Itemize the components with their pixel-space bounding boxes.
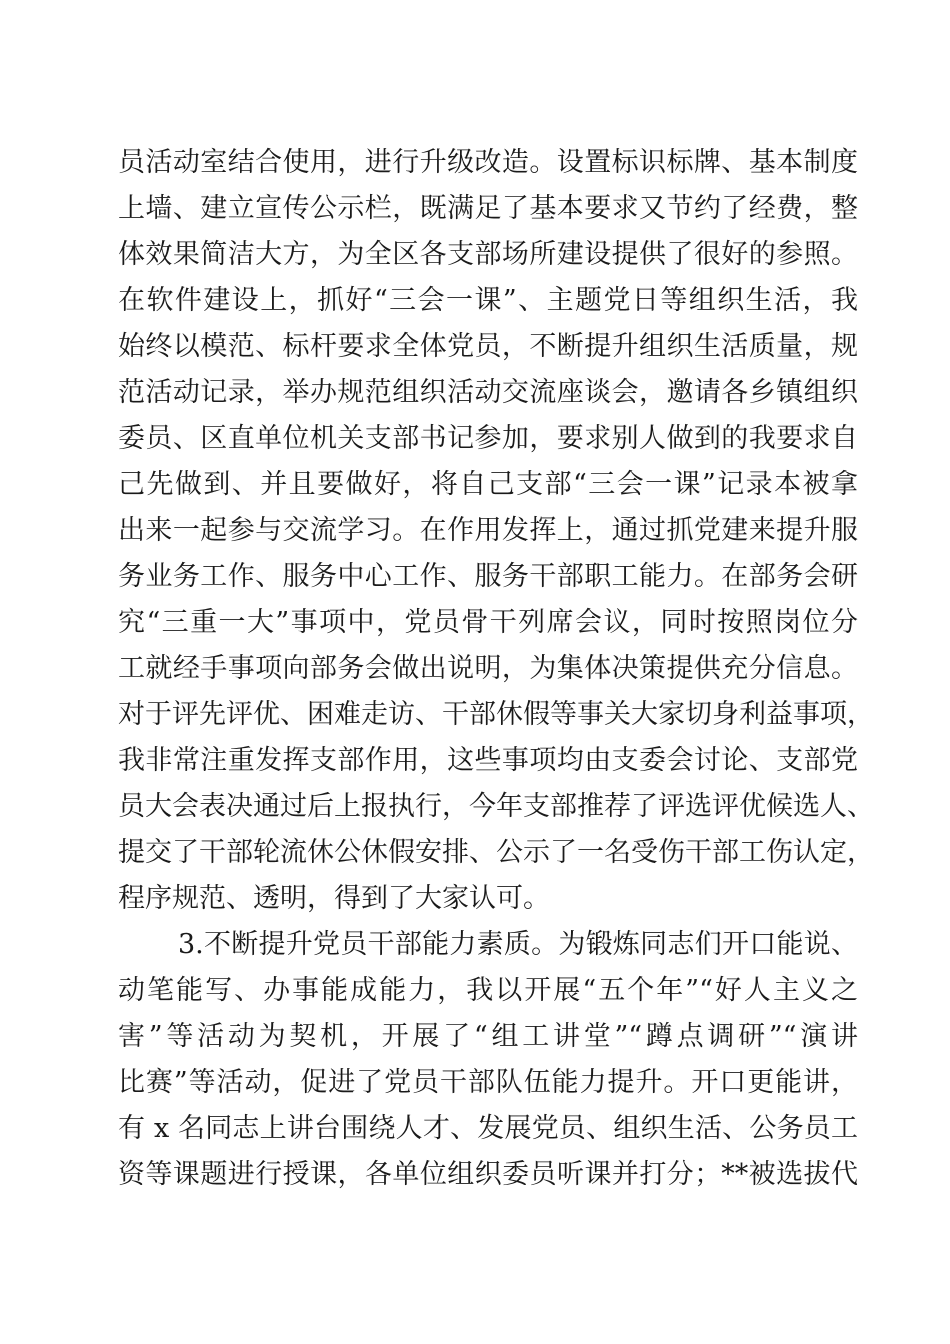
text-line: 出来一起参与交流学习。在作用发挥上，通过抓党建来提升服	[118, 515, 858, 546]
text-line: 员活动室结合使用，进行升级改造。设置标识标牌、基本制度	[118, 147, 858, 178]
section-heading-line: 3.不断提升党员干部能力素质。为锻炼同志们开口能说、	[178, 929, 858, 960]
text-line: 害”等活动为契机，开展了“组工讲堂”“蹲点调研”“演讲	[118, 1021, 858, 1052]
body-text	[118, 140, 874, 1198]
text-line: 我非常注重发挥支部作用，这些事项均由支委会讨论、支部党	[118, 745, 858, 776]
text-line: 究“三重一大”事项中，党员骨干列席会议，同时按照岗位分	[118, 607, 858, 638]
text-line: 务业务工作、服务中心工作、服务干部职工能力。在部务会研	[118, 561, 858, 592]
text-line: 范活动记录，举办规范组织活动交流座谈会，邀请各乡镇组织	[118, 377, 858, 408]
text-line: 对于评先评优、困难走访、干部休假等事关大家切身利益事项，	[118, 699, 874, 730]
text-line: 员大会表决通过后上报执行，今年支部推荐了评选评优候选人、	[118, 791, 874, 822]
text-line: 体效果简洁大方，为全区各支部场所建设提供了很好的参照。	[118, 239, 858, 270]
text-line: 委员、区直单位机关支部书记参加，要求别人做到的我要求自	[118, 423, 858, 454]
text-line: 在软件建设上，抓好“三会一课”、主题党日等组织生活，我	[118, 285, 858, 316]
text-line: 比赛”等活动，促进了党员干部队伍能力提升。开口更能讲，	[118, 1067, 858, 1098]
paragraph-end-line: 程序规范、透明，得到了大家认可。	[118, 883, 550, 914]
text-line: 己先做到、并且要做好，将自己支部“三会一课”记录本被拿	[118, 469, 858, 500]
text-line: 资等课题进行授课，各单位组织委员听课并打分；**被选拔代	[118, 1159, 858, 1190]
text-line: 有 x 名同志上讲台围绕人才、发展党员、组织生活、公务员工	[118, 1113, 858, 1144]
text-line: 始终以模范、标杆要求全体党员，不断提升组织生活质量，规	[118, 331, 858, 362]
text-line: 上墙、建立宣传公示栏，既满足了基本要求又节约了经费，整	[118, 193, 858, 224]
text-line: 工就经手事项向部务会做出说明，为集体决策提供充分信息。	[118, 653, 858, 684]
text-line: 动笔能写、办事能成能力，我以开展“五个年”“好人主义之	[118, 975, 858, 1006]
text-line: 提交了干部轮流休公休假安排、公示了一名受伤干部工伤认定，	[118, 837, 874, 868]
